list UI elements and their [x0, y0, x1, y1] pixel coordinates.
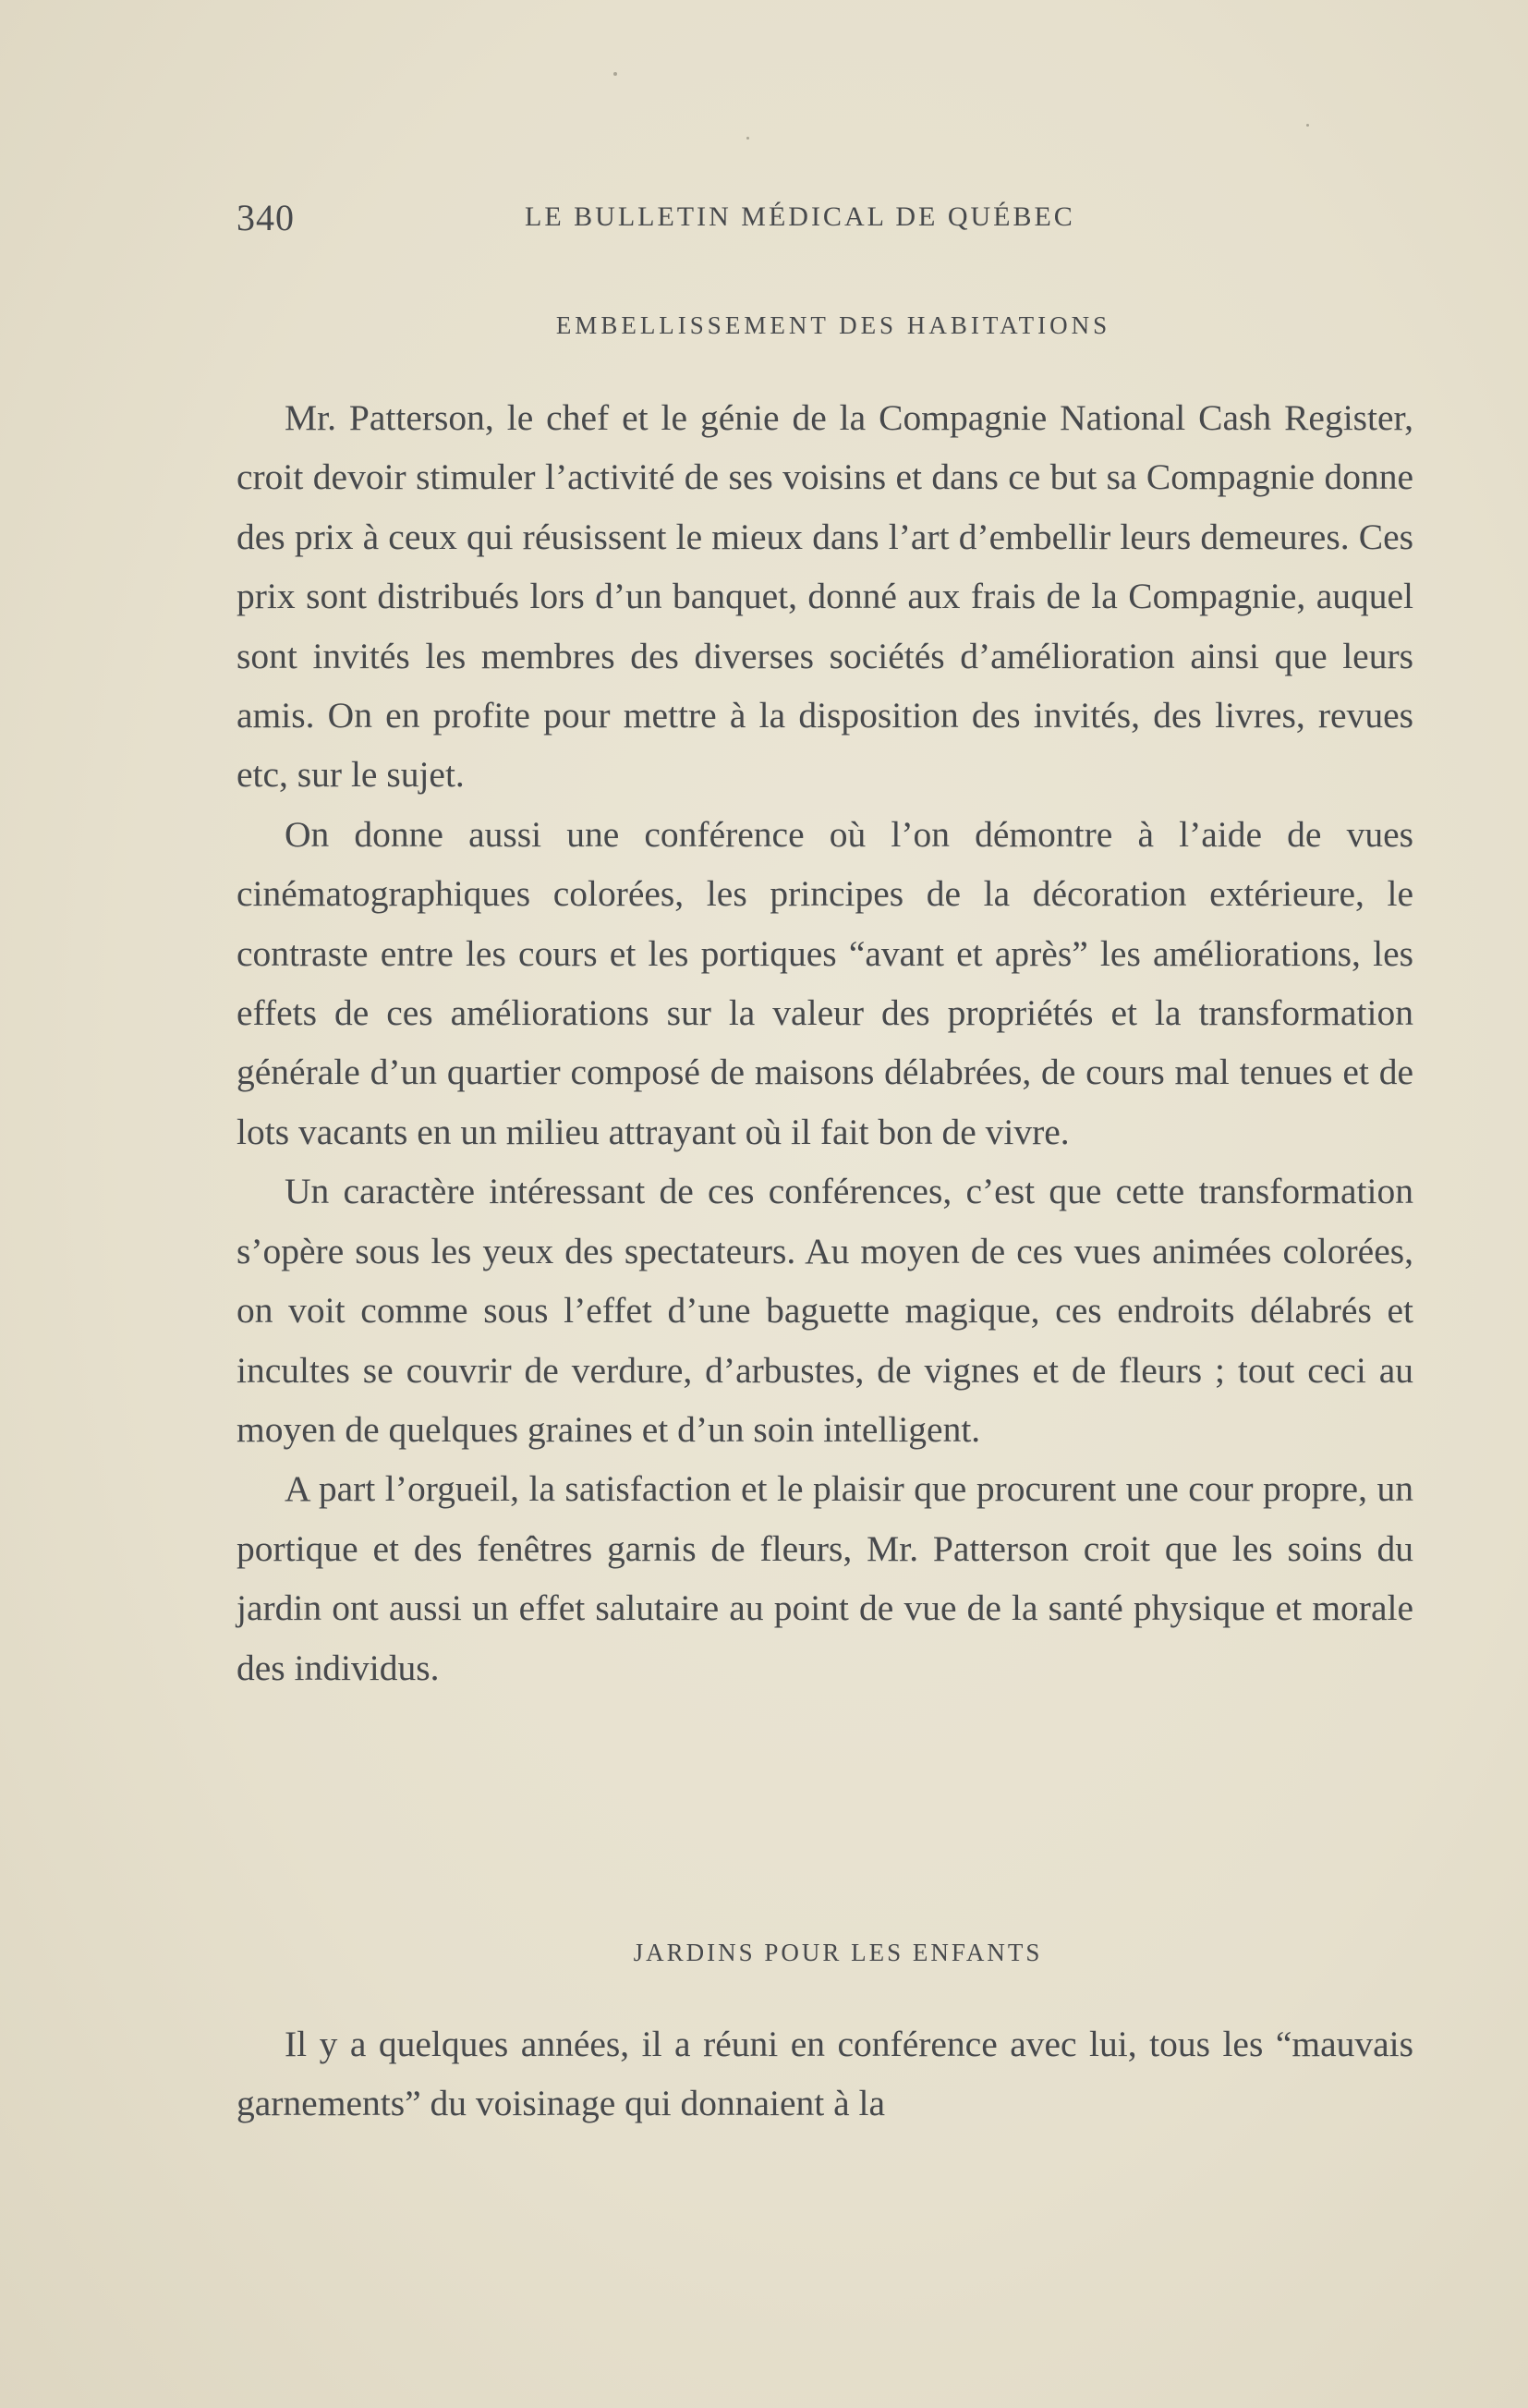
section-heading: JARDINS POUR LES ENFANTS	[633, 1939, 1043, 1966]
page-number: 340	[236, 197, 295, 238]
running-head: LE BULLETIN MÉDICAL DE QUÉBEC	[525, 201, 1075, 232]
section-body	[236, 2014, 1413, 2134]
paragraph: A part l’orgueil, la satisfaction et le plaisir que procurent une cour propre, un portique et des fenêtres garnis de fleurs, Mr. Patterson croit que les soins du jardin ont aussi un effet salutaire au point de vue de la santé physique et morale des individus.	[236, 1468, 1413, 1688]
section-body	[236, 388, 1413, 1697]
section-heading: EMBELLISSEMENT DES HABITATIONS	[555, 311, 1111, 339]
paragraph: Il y a quelques années, il a réuni en conférence avec lui, tous les “mauvais garnements” du voisinage qui donnaient à la	[236, 2024, 1413, 2124]
paragraph: Mr. Patterson, le chef et le génie de la Compagnie National Cash Register, croit devoir stimuler l’activité de ses voisins et dans ce but sa Compagnie donne des prix à ceux qui réusissent le mieux dans l’art d’embellir leurs demeures. Ces prix sont distribués lors d’un banquet, donné aux frais de la Compagnie, auquel sont invités les membres des diverses sociétés d’amélioration ainsi que leurs amis. On en profite pour mettre à la disposition des invités, des livres, revues etc, sur le sujet.	[236, 397, 1413, 796]
paragraph: On donne aussi une conférence où l’on démontre à l’aide de vues cinématographiques colorées, les principes de la décoration extérieure, le contraste entre les cours et les portiques “avant et après” les améliorations, les effets de ces améliorations sur la valeur des propriétés et la transformation générale d’un quartier composé de maisons délabrées, de cours mal tenues et de lots vacants en un milieu attrayant où il fait bon de vivre.	[236, 813, 1413, 1152]
page-header	[236, 196, 1419, 251]
paper-speck	[613, 72, 617, 76]
paragraph: Un caractère intéressant de ces conférences, c’est que cette transformation s’opère sous les yeux des spectateurs. Au moyen de ces vues animées colorées, on voit comme sous l’effet d’une baguette magique, ces endroits délabrés et incultes se couvrir de verdure, d’arbustes, de vignes et de fleurs ; tout ceci au moyen de quelques graines et d’un soin intelligent.	[236, 1171, 1413, 1450]
paper-speck	[746, 137, 749, 140]
paper-speck	[1306, 124, 1309, 127]
